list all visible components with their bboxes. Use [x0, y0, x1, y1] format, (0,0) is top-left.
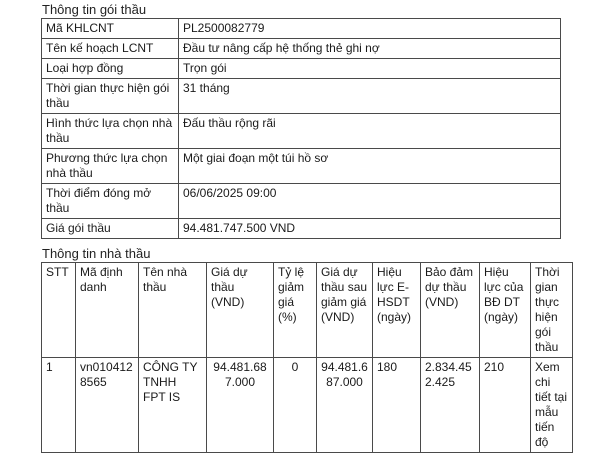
cell-duration: Xem chi tiết tại mẫu tiến độ	[531, 358, 573, 453]
row-label: Mã KHLCNT	[42, 19, 179, 39]
row-value: Đấu thầu rộng rãi	[179, 114, 561, 149]
table-row	[42, 219, 561, 239]
package-info-title: Thông tin gói thầu	[42, 2, 147, 17]
table-row	[42, 59, 561, 79]
row-label: Thời điểm đóng mở thầu	[42, 184, 179, 219]
col-header-stt: STT	[42, 263, 76, 358]
col-header-validity: Hiệu lực E-HSDT (ngày)	[373, 263, 421, 358]
bidder-info-table	[41, 262, 573, 453]
row-label: Thời gian thực hiện gói thầu	[42, 79, 179, 114]
row-value: Đầu tư nâng cấp hệ thống thẻ ghi nợ	[179, 39, 561, 59]
row-label: Loại hợp đồng	[42, 59, 179, 79]
bidder-info-title: Thông tin nhà thầu	[42, 246, 151, 261]
row-value: 94.481.747.500 VND	[179, 219, 561, 239]
row-value: PL2500082779	[179, 19, 561, 39]
cell-stt: 1	[42, 358, 76, 453]
cell-id: vn0104128565	[76, 358, 139, 453]
col-header-name: Tên nhà thầu	[139, 263, 207, 358]
table-row	[42, 184, 561, 219]
table-row	[42, 114, 561, 149]
table-header-row	[42, 263, 573, 358]
table-row	[42, 149, 561, 184]
col-header-guarantee: Bảo đảm dự thầu (VND)	[421, 263, 480, 358]
row-value: Trọn gói	[179, 59, 561, 79]
row-value: Một giai đoạn một túi hồ sơ	[179, 149, 561, 184]
cell-guarantee-validity: 210	[480, 358, 531, 453]
col-header-guarantee-validity: Hiệu lực của BĐ DT (ngày)	[480, 263, 531, 358]
cell-discount: 0	[274, 358, 317, 453]
cell-name: CÔNG TY TNHH FPT IS	[139, 358, 207, 453]
col-header-price-after: Giá dự thầu sau giảm giá (VND)	[317, 263, 373, 358]
cell-validity: 180	[373, 358, 421, 453]
col-header-bid-price: Giá dự thầu (VND)	[207, 263, 274, 358]
table-row	[42, 79, 561, 114]
row-label: Giá gói thầu	[42, 219, 179, 239]
col-header-duration: Thời gian thực hiện gói thầu	[531, 263, 573, 358]
row-value: 06/06/2025 09:00	[179, 184, 561, 219]
cell-guarantee: 2.834.452.425	[421, 358, 480, 453]
row-label: Tên kế hoạch LCNT	[42, 39, 179, 59]
cell-price-after: 94.481.687.000	[317, 358, 373, 453]
cell-bid-price: 94.481.687.000	[207, 358, 274, 453]
package-info-table	[41, 18, 561, 239]
table-row	[42, 19, 561, 39]
table-row	[42, 39, 561, 59]
col-header-id: Mã định danh	[76, 263, 139, 358]
row-label: Hình thức lựa chọn nhà thầu	[42, 114, 179, 149]
col-header-discount: Tỷ lệ giảm giá (%)	[274, 263, 317, 358]
row-value: 31 tháng	[179, 79, 561, 114]
row-label: Phương thức lựa chọn nhà thầu	[42, 149, 179, 184]
table-row	[42, 358, 573, 453]
